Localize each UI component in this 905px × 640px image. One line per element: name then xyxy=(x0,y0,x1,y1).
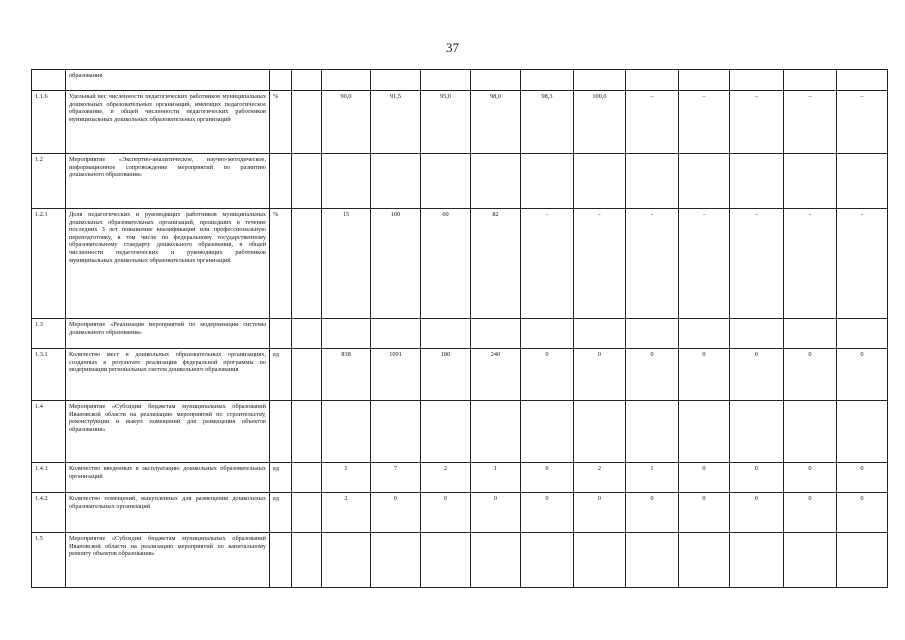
value-cell xyxy=(574,154,626,209)
value-cell xyxy=(626,70,679,91)
indicators-table xyxy=(31,69,888,588)
value-cell: 240 xyxy=(471,349,521,401)
value-cell xyxy=(471,154,521,209)
value-cell xyxy=(626,533,679,588)
row-unit: % xyxy=(270,91,292,154)
value-cell xyxy=(730,319,784,349)
value-cell xyxy=(471,533,521,588)
row-number: 1.1.6 xyxy=(32,91,66,154)
row-unit: ед xyxy=(270,463,292,493)
value-cell xyxy=(626,401,679,463)
value-cell xyxy=(292,533,322,588)
value-cell: - xyxy=(837,209,888,319)
row-description: образования xyxy=(66,70,270,91)
value-cell xyxy=(521,533,574,588)
value-cell xyxy=(837,70,888,91)
value-cell: - xyxy=(784,209,837,319)
value-cell xyxy=(784,401,837,463)
value-cell: - xyxy=(730,209,784,319)
value-cell: 0 xyxy=(837,349,888,401)
value-cell xyxy=(322,533,371,588)
row-number: 1.2.1 xyxy=(32,209,66,319)
value-cell: 0 xyxy=(371,493,421,533)
value-cell: 0 xyxy=(679,349,730,401)
value-cell xyxy=(521,319,574,349)
value-cell: 180 xyxy=(421,349,471,401)
table-row xyxy=(32,319,888,349)
value-cell xyxy=(784,154,837,209)
value-cell xyxy=(784,533,837,588)
row-description: Количество мест в дошкольных образовательных организациях, созданных в результате реализации федеральной программы по модернизации региональных систем дошкольного образования xyxy=(66,349,270,401)
value-cell xyxy=(837,401,888,463)
row-unit xyxy=(270,401,292,463)
value-cell xyxy=(730,533,784,588)
table-row xyxy=(32,154,888,209)
value-cell xyxy=(471,70,521,91)
row-unit: % xyxy=(270,209,292,319)
value-cell xyxy=(679,533,730,588)
value-cell: 82 xyxy=(471,209,521,319)
value-cell: 0 xyxy=(679,463,730,493)
row-description: Удельный вес численности педагогических работников муниципальных дошкольных образовательных организаций, имеющих педагогическое образование, в общей численности педагогических работников муниципальных дошкольных образовательных организаций xyxy=(66,91,270,154)
value-cell: - xyxy=(574,209,626,319)
value-cell xyxy=(574,401,626,463)
value-cell xyxy=(371,401,421,463)
value-cell xyxy=(421,533,471,588)
value-cell: 0 xyxy=(626,493,679,533)
value-cell xyxy=(626,154,679,209)
value-cell xyxy=(730,401,784,463)
value-cell: – xyxy=(837,91,888,154)
value-cell: 0 xyxy=(626,349,679,401)
value-cell xyxy=(371,319,421,349)
value-cell xyxy=(471,401,521,463)
value-cell: 0 xyxy=(730,463,784,493)
value-cell xyxy=(371,533,421,588)
value-cell: 0 xyxy=(784,463,837,493)
value-cell: 0 xyxy=(521,349,574,401)
value-cell xyxy=(292,463,322,493)
value-cell xyxy=(730,154,784,209)
value-cell: 0 xyxy=(574,493,626,533)
value-cell: 2 xyxy=(574,463,626,493)
value-cell xyxy=(292,70,322,91)
row-unit xyxy=(270,154,292,209)
value-cell xyxy=(421,319,471,349)
value-cell: – xyxy=(626,91,679,154)
row-description: Мероприятие «Субсидии бюджетам муниципальных образований Ивановской области на реализацию мероприятий по капитальному ремонту объектов образования» xyxy=(66,533,270,588)
value-cell: 100 xyxy=(371,209,421,319)
value-cell: 1091 xyxy=(371,349,421,401)
row-description: Количество введенных в эксплуатацию дошкольных образовательных организаций xyxy=(66,463,270,493)
value-cell: 60 xyxy=(421,209,471,319)
value-cell xyxy=(837,319,888,349)
value-cell xyxy=(292,154,322,209)
value-cell xyxy=(322,319,371,349)
value-cell: 95,0 xyxy=(421,91,471,154)
value-cell: 91,5 xyxy=(371,91,421,154)
value-cell: 0 xyxy=(521,463,574,493)
value-cell xyxy=(784,319,837,349)
value-cell xyxy=(679,154,730,209)
value-cell: 0 xyxy=(784,493,837,533)
value-cell: 90,0 xyxy=(322,91,371,154)
value-cell: 15 xyxy=(322,209,371,319)
value-cell xyxy=(292,401,322,463)
value-cell xyxy=(292,209,322,319)
value-cell xyxy=(371,154,421,209)
table-row xyxy=(32,493,888,533)
value-cell xyxy=(730,70,784,91)
value-cell: 1 xyxy=(626,463,679,493)
row-description: Доля педагогических и руководящих работников муниципальных дошкольных образовательных организаций, прошедших в течение последних 3 лет повышение квалификации или профессиональную переподготовку, в том числе по федеральному государственному образовательному стандарту дошкольного образования, в общей численности педагогических и руководящих работников муниципальных дошкольных образовательных организаций xyxy=(66,209,270,319)
value-cell: - xyxy=(626,209,679,319)
value-cell xyxy=(292,91,322,154)
value-cell: 0 xyxy=(421,493,471,533)
value-cell: 0 xyxy=(521,493,574,533)
value-cell: 1 xyxy=(322,463,371,493)
row-description: Мероприятие «Реализация мероприятий по модернизации системы дошкольного образования» xyxy=(66,319,270,349)
value-cell: 0 xyxy=(471,493,521,533)
value-cell: – xyxy=(730,91,784,154)
table-row xyxy=(32,91,888,154)
value-cell xyxy=(371,70,421,91)
value-cell xyxy=(421,154,471,209)
row-unit: ед xyxy=(270,349,292,401)
value-cell: 100,0 xyxy=(574,91,626,154)
row-number: 1.3 xyxy=(32,319,66,349)
row-unit xyxy=(270,319,292,349)
row-number: 1.4.1 xyxy=(32,463,66,493)
table-row xyxy=(32,209,888,319)
value-cell: - xyxy=(679,209,730,319)
table-row xyxy=(32,533,888,588)
value-cell xyxy=(837,154,888,209)
table-row xyxy=(32,349,888,401)
value-cell: 0 xyxy=(837,493,888,533)
value-cell: 0 xyxy=(837,463,888,493)
value-cell xyxy=(837,533,888,588)
row-number: 1.4 xyxy=(32,401,66,463)
value-cell: 98,3 xyxy=(521,91,574,154)
value-cell xyxy=(292,493,322,533)
value-cell xyxy=(784,70,837,91)
value-cell xyxy=(574,533,626,588)
row-number: 1.4.2 xyxy=(32,493,66,533)
value-cell: – xyxy=(679,91,730,154)
value-cell xyxy=(471,319,521,349)
value-cell xyxy=(292,349,322,401)
value-cell xyxy=(421,401,471,463)
page-number: 37 xyxy=(446,40,459,55)
value-cell xyxy=(292,319,322,349)
value-cell: 0 xyxy=(679,493,730,533)
row-number: 1.3.1 xyxy=(32,349,66,401)
value-cell xyxy=(521,70,574,91)
value-cell xyxy=(574,70,626,91)
value-cell: 2 xyxy=(421,463,471,493)
value-cell: – xyxy=(784,91,837,154)
value-cell: 0 xyxy=(574,349,626,401)
row-unit: ед xyxy=(270,493,292,533)
value-cell xyxy=(626,319,679,349)
value-cell xyxy=(574,319,626,349)
row-unit xyxy=(270,70,292,91)
row-unit xyxy=(270,533,292,588)
value-cell: 0 xyxy=(784,349,837,401)
value-cell xyxy=(679,401,730,463)
value-cell xyxy=(679,319,730,349)
value-cell xyxy=(322,70,371,91)
value-cell xyxy=(322,154,371,209)
row-description: Количество помещений, выкупленных для размещения дошкольных образовательных организаций xyxy=(66,493,270,533)
table-row xyxy=(32,401,888,463)
row-description: Мероприятие «Субсидии бюджетам муниципальных образований Ивановской области на реализацию мероприятий по строительству, реконструкции и выкуп помещений для размещения объектов образования» xyxy=(66,401,270,463)
row-number xyxy=(32,70,66,91)
value-cell: 838 xyxy=(322,349,371,401)
row-number: 1.2 xyxy=(32,154,66,209)
value-cell xyxy=(322,401,371,463)
row-description: Мероприятие «Экспертно-аналитическое, научно-методическое, информационное сопровождение мероприятий по развитию дошкольного образования» xyxy=(66,154,270,209)
value-cell xyxy=(521,154,574,209)
value-cell: 98,0 xyxy=(471,91,521,154)
table-row xyxy=(32,70,888,91)
row-number: 1.5 xyxy=(32,533,66,588)
value-cell: 2 xyxy=(322,493,371,533)
value-cell: - xyxy=(521,209,574,319)
value-cell xyxy=(421,70,471,91)
value-cell: 1 xyxy=(471,463,521,493)
value-cell xyxy=(521,401,574,463)
value-cell: 7 xyxy=(371,463,421,493)
value-cell xyxy=(679,70,730,91)
table-row xyxy=(32,463,888,493)
value-cell: 0 xyxy=(730,349,784,401)
value-cell: 0 xyxy=(730,493,784,533)
